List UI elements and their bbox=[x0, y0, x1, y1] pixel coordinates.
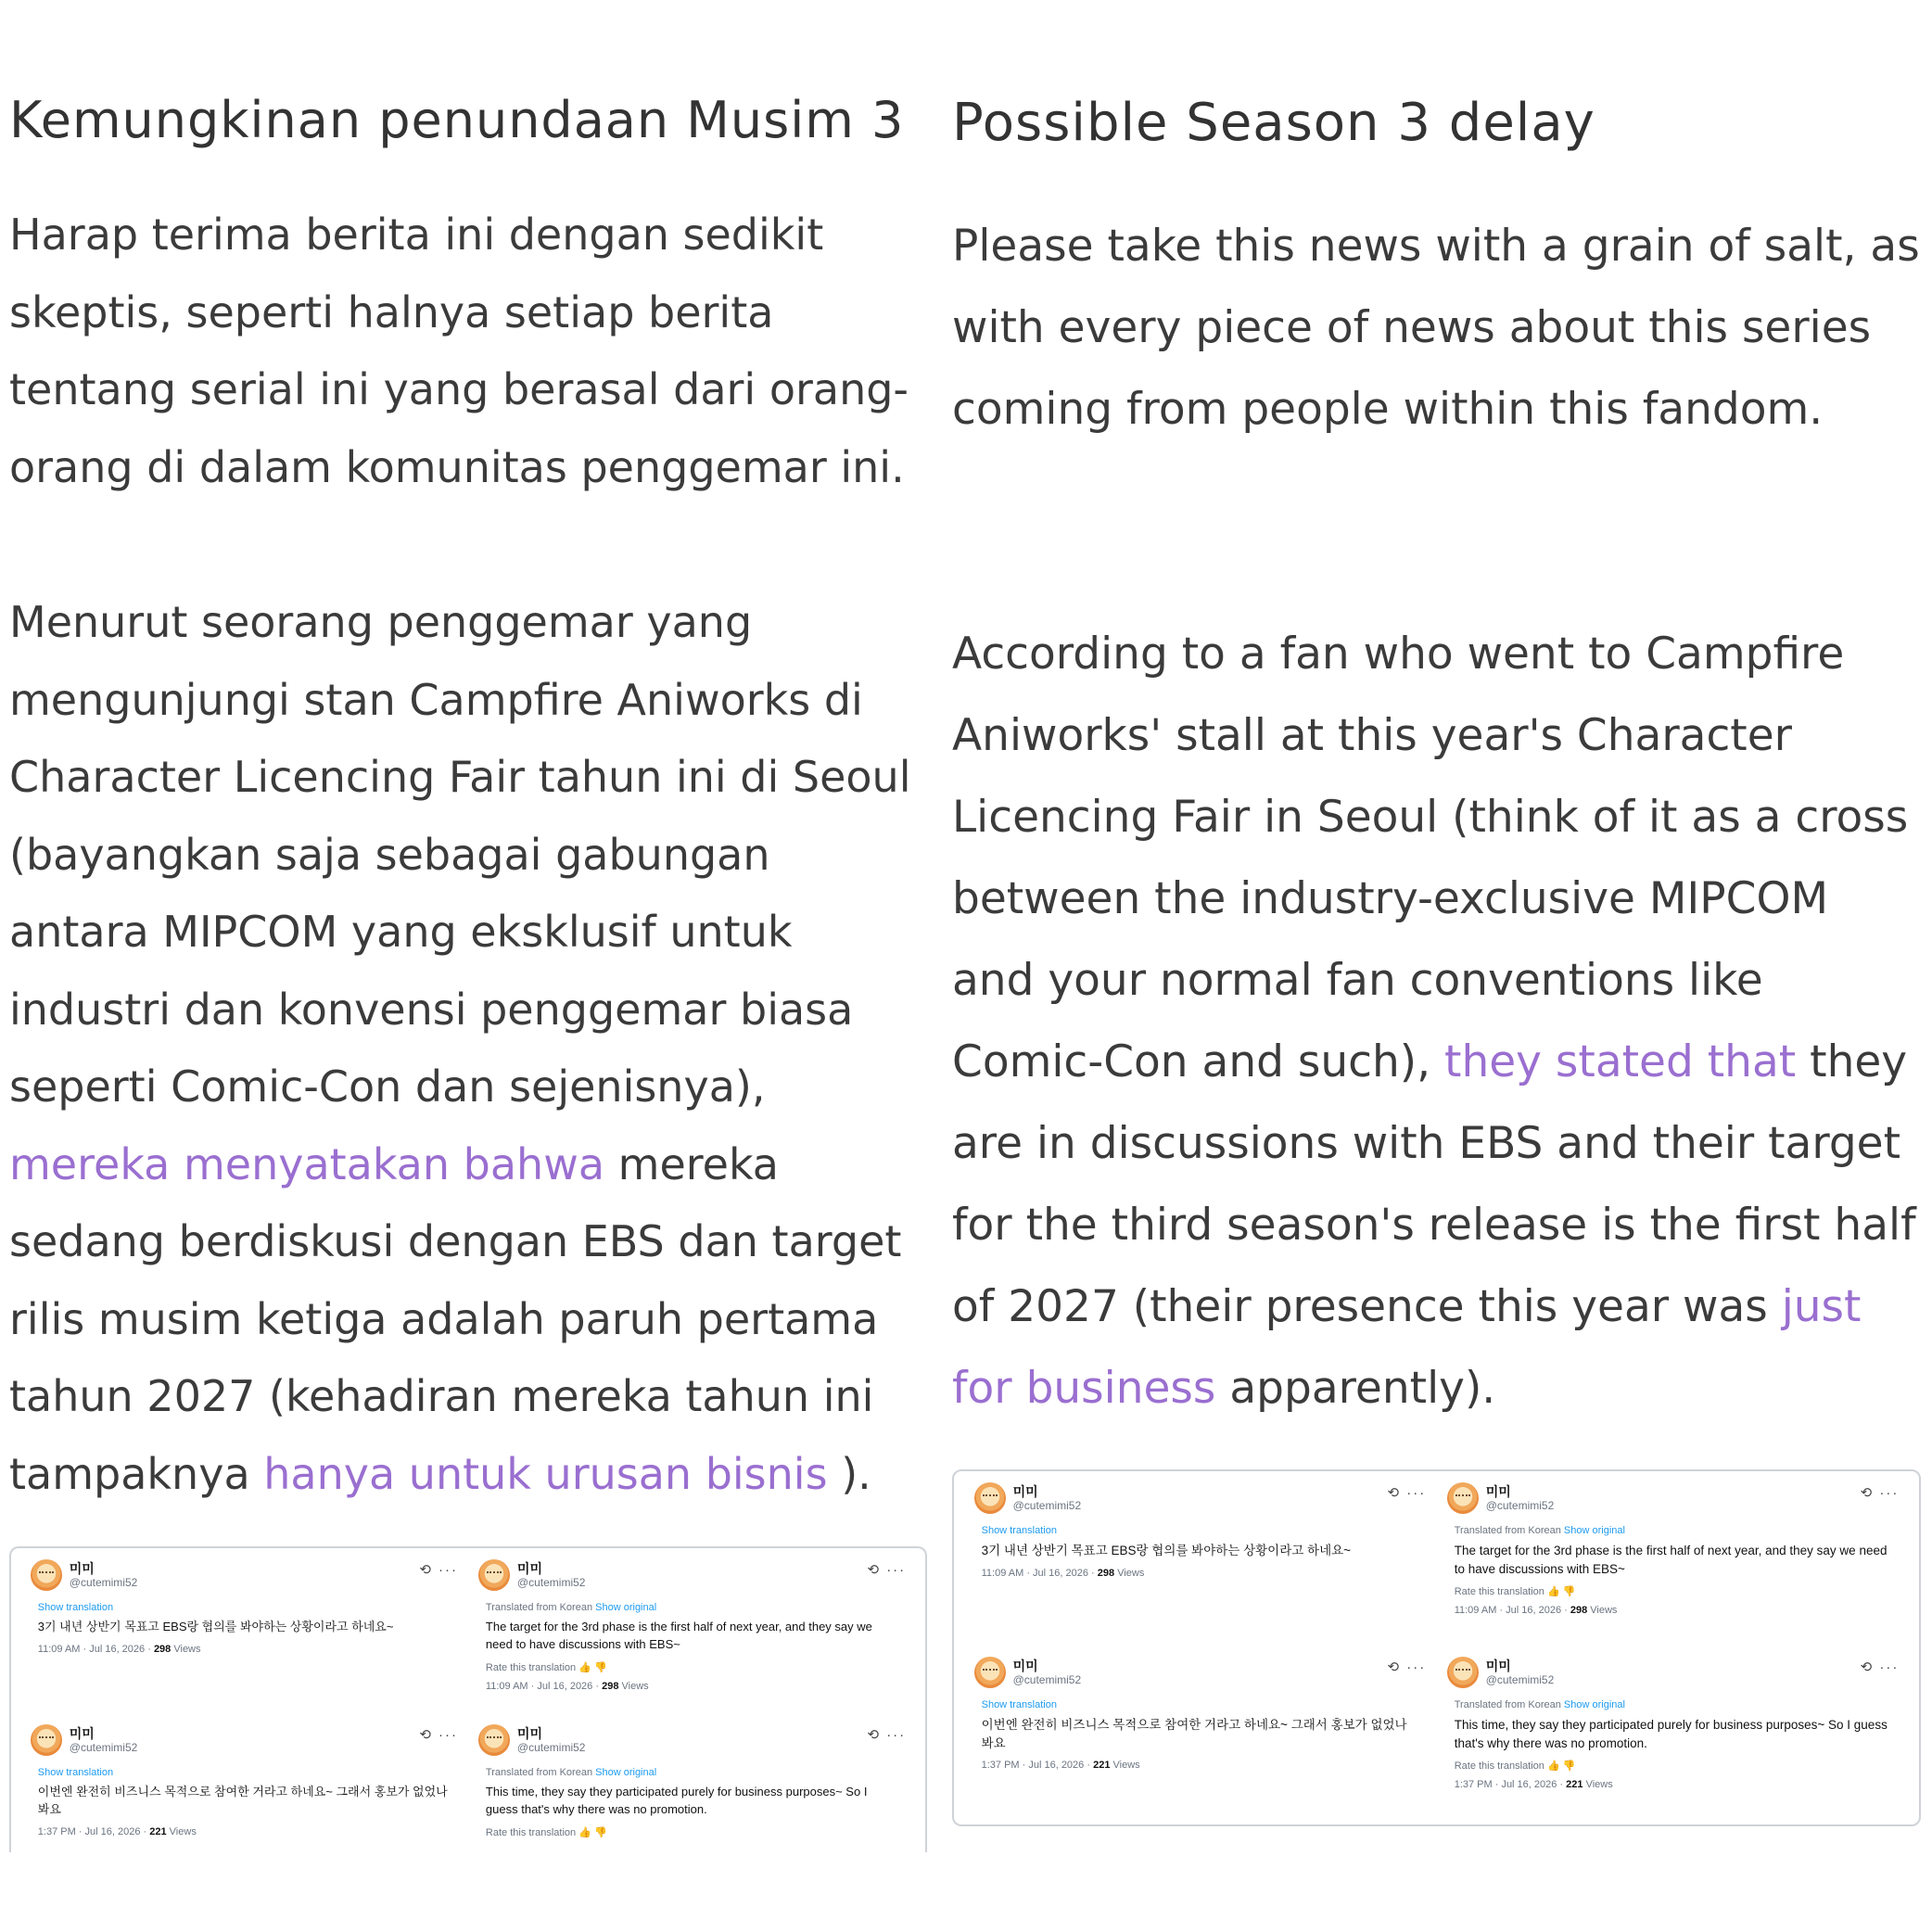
translated-from-label: Translated from Korean bbox=[485, 1602, 593, 1613]
show-original-link: Show original bbox=[1563, 1525, 1625, 1536]
left-tweet-screenshot bbox=[9, 1546, 927, 1852]
views-label: Views bbox=[621, 1680, 649, 1692]
tweet-timestamp: 1:37 PM · Jul 16, 2026 · bbox=[1454, 1779, 1564, 1791]
grok-more-icon: ⟲ ··· bbox=[1860, 1485, 1900, 1501]
tweet-text: 이번엔 완전히 비즈니스 목적으로 참여한 거라고 하네요~ 그래서 홍보가 없었나봐요 bbox=[981, 1718, 1407, 1750]
grok-more-icon: ⟲ ··· bbox=[1860, 1659, 1900, 1675]
left-p2-text-c: ). bbox=[841, 1448, 871, 1499]
tweet-views: 298 bbox=[153, 1643, 172, 1655]
tweet-views: 298 bbox=[1570, 1605, 1588, 1617]
thumbs-icon: 👍 👎 bbox=[1546, 1760, 1576, 1773]
views-label: Views bbox=[1585, 1779, 1613, 1791]
grok-more-icon: ⟲ ··· bbox=[867, 1562, 907, 1578]
right-link-business[interactable]: just for business bbox=[952, 1281, 1862, 1414]
left-paragraph-2 bbox=[9, 584, 922, 1513]
views-label: Views bbox=[1112, 1760, 1140, 1772]
show-original-link: Show original bbox=[595, 1767, 657, 1778]
show-translation-link: Show translation bbox=[981, 1525, 1057, 1536]
views-label: Views bbox=[1117, 1567, 1145, 1579]
translated-from-label: Translated from Korean bbox=[485, 1767, 593, 1778]
show-translation-link: Show translation bbox=[981, 1699, 1057, 1710]
tweet-text: 3기 내년 상반기 목표고 EBS랑 협의를 봐야하는 상황이라고 하네요~ bbox=[981, 1544, 1352, 1557]
tweet-timestamp: 1:37 PM · Jul 16, 2026 · bbox=[981, 1760, 1091, 1772]
avatar bbox=[31, 1724, 62, 1756]
tweet-translated-business bbox=[1442, 1653, 1905, 1790]
tweet-user-name: 미미 bbox=[1012, 1659, 1038, 1673]
rate-translation-label: Rate this translation bbox=[485, 1661, 577, 1673]
show-original-link: Show original bbox=[1563, 1699, 1625, 1710]
avatar bbox=[974, 1657, 1006, 1688]
tweet-timestamp: 11:09 AM · Jul 16, 2026 · bbox=[37, 1643, 151, 1655]
left-title: Kemungkinan penundaan Musim 3 bbox=[9, 91, 905, 149]
grok-more-icon: ⟲ ··· bbox=[867, 1727, 907, 1743]
tweet-views: 221 bbox=[149, 1825, 167, 1837]
tweet-text: The target for the 3rd phase is the first half of next year, and they say we need to have discussions with EBS~ bbox=[485, 1620, 872, 1651]
tweet-user-handle: @cutemimi52 bbox=[516, 1741, 586, 1754]
tweet-user-handle: @cutemimi52 bbox=[516, 1576, 586, 1589]
grok-more-icon: ⟲ ··· bbox=[419, 1727, 459, 1743]
tweet-user-name: 미미 bbox=[1012, 1484, 1038, 1499]
right-p2-text-b: they are in discussions with EBS and their target for the third season's release is the first half of 2027 (their presence this year was bbox=[952, 1036, 1916, 1332]
views-label: Views bbox=[1590, 1605, 1618, 1617]
grok-more-icon: ⟲ ··· bbox=[1387, 1485, 1427, 1501]
tweet-user-name: 미미 bbox=[1485, 1659, 1511, 1673]
left-p2-text-a: Menurut seorang penggemar yang mengunjungi stan Campfire Aniworks di Character Licencing Fair tahun ini di Seoul (bayangkan saja sebagai gabungan antara MIPCOM yang eksklusif untuk industri dan konvensi penggemar biasa seperti Comic-Con dan sejenisnya), bbox=[9, 597, 911, 1112]
left-paragraph-1: Harap terima berita ini dengan sedikit skeptis, seperti halnya setiap berita tentang serial ini yang berasal dari orang-orang di dalam komunitas penggemar ini. bbox=[9, 210, 909, 492]
avatar bbox=[974, 1482, 1006, 1514]
tweet-text: The target for the 3rd phase is the first half of next year, and they say we need to have discussions with EBS~ bbox=[1454, 1544, 1888, 1576]
tweet-timestamp: 11:09 AM · Jul 16, 2026 · bbox=[485, 1680, 600, 1692]
tweet-user-handle: @cutemimi52 bbox=[69, 1741, 138, 1754]
thumbs-icon: 👍 👎 bbox=[1546, 1586, 1576, 1598]
tweet-user-handle: @cutemimi52 bbox=[1012, 1673, 1082, 1686]
left-link-business[interactable]: hanya untuk urusan bisnis bbox=[263, 1448, 828, 1499]
tweet-views: 221 bbox=[1566, 1779, 1583, 1791]
tweet-views: 298 bbox=[602, 1680, 619, 1692]
tweet-user-handle: @cutemimi52 bbox=[1012, 1499, 1082, 1512]
avatar bbox=[1447, 1482, 1479, 1514]
tweet-translated-target bbox=[473, 1556, 911, 1692]
tweet-user-handle: @cutemimi52 bbox=[1485, 1499, 1555, 1512]
tweet-text: This time, they say they participated purely for business purposes~ So I guess that's why there was no promotion. bbox=[485, 1785, 868, 1816]
right-title: Possible Season 3 delay bbox=[952, 93, 1595, 153]
tweet-user-handle: @cutemimi52 bbox=[1485, 1673, 1555, 1686]
right-link-statement[interactable]: they stated that bbox=[1444, 1036, 1797, 1087]
right-paragraph-2 bbox=[952, 614, 1921, 1430]
tweet-translated-target bbox=[1442, 1479, 1905, 1616]
left-p2-text-b: mereka sedang berdiskusi dengan EBS dan target rilis musim ketiga adalah paruh pertama tahun 2027 (kehadiran mereka tahun ini tampaknya bbox=[9, 1138, 902, 1499]
show-translation-link: Show translation bbox=[37, 1767, 114, 1778]
avatar bbox=[478, 1559, 510, 1591]
tweet-user-name: 미미 bbox=[516, 1561, 542, 1576]
avatar bbox=[31, 1559, 62, 1591]
right-p2-text-c: apparently). bbox=[1229, 1363, 1496, 1414]
tweet-timestamp: 11:09 AM · Jul 16, 2026 · bbox=[981, 1567, 1095, 1579]
tweet-user-name: 미미 bbox=[69, 1726, 95, 1741]
thumbs-icon: 👍 👎 bbox=[578, 1661, 607, 1673]
tweet-text: This time, they say they participated purely for business purposes~ So I guess that's why there was no promotion. bbox=[1454, 1718, 1888, 1750]
grok-more-icon: ⟲ ··· bbox=[1387, 1659, 1427, 1675]
tweet-korean-target bbox=[25, 1556, 464, 1655]
thumbs-icon: 👍 👎 bbox=[578, 1826, 607, 1838]
tweet-user-name: 미미 bbox=[1485, 1484, 1511, 1499]
tweet-timestamp: 1:37 PM · Jul 16, 2026 · bbox=[37, 1825, 147, 1837]
translated-from-label: Translated from Korean bbox=[1454, 1525, 1561, 1536]
rate-translation-label: Rate this translation bbox=[1454, 1586, 1544, 1598]
rate-translation-label: Rate this translation bbox=[485, 1826, 577, 1838]
left-link-statement[interactable]: mereka menyatakan bahwa bbox=[9, 1138, 605, 1189]
tweet-translated-business bbox=[473, 1721, 911, 1846]
tweet-views: 221 bbox=[1093, 1760, 1111, 1772]
right-p2-text-a: According to a fan who went to Campfire Aniworks' stall at this year's Character Licencing Fair in Seoul (think of it as a cross between the industry-exclusive MIPCOM and your normal fan conventions like Comic-Con and such), bbox=[952, 629, 1909, 1087]
tweet-korean-business bbox=[25, 1721, 464, 1837]
tweet-user-name: 미미 bbox=[69, 1561, 95, 1576]
tweet-user-name: 미미 bbox=[516, 1726, 542, 1741]
right-paragraph-1: Please take this news with a grain of salt, as with every piece of news about this series coming from people within this fandom. bbox=[952, 221, 1920, 435]
show-original-link: Show original bbox=[595, 1602, 657, 1613]
avatar bbox=[478, 1724, 510, 1756]
tweet-user-handle: @cutemimi52 bbox=[69, 1576, 138, 1589]
translated-from-label: Translated from Korean bbox=[1454, 1699, 1561, 1710]
tweet-views: 298 bbox=[1097, 1567, 1115, 1579]
right-tweet-screenshot bbox=[952, 1469, 1921, 1826]
tweet-text: 이번엔 완전히 비즈니스 목적으로 참여한 거라고 하네요~ 그래서 홍보가 없었나봐요 bbox=[37, 1785, 448, 1816]
avatar bbox=[1447, 1657, 1479, 1688]
tweet-text: 3기 내년 상반기 목표고 EBS랑 협의를 봐야하는 상황이라고 하네요~ bbox=[37, 1620, 394, 1633]
rate-translation-label: Rate this translation bbox=[1454, 1760, 1544, 1773]
grok-more-icon: ⟲ ··· bbox=[419, 1562, 459, 1578]
tweet-korean-business bbox=[969, 1653, 1432, 1771]
tweet-timestamp: 11:09 AM · Jul 16, 2026 · bbox=[1454, 1605, 1568, 1617]
show-translation-link: Show translation bbox=[37, 1602, 114, 1613]
views-label: Views bbox=[169, 1825, 197, 1837]
tweet-korean-target bbox=[969, 1479, 1432, 1579]
views-label: Views bbox=[173, 1643, 201, 1655]
